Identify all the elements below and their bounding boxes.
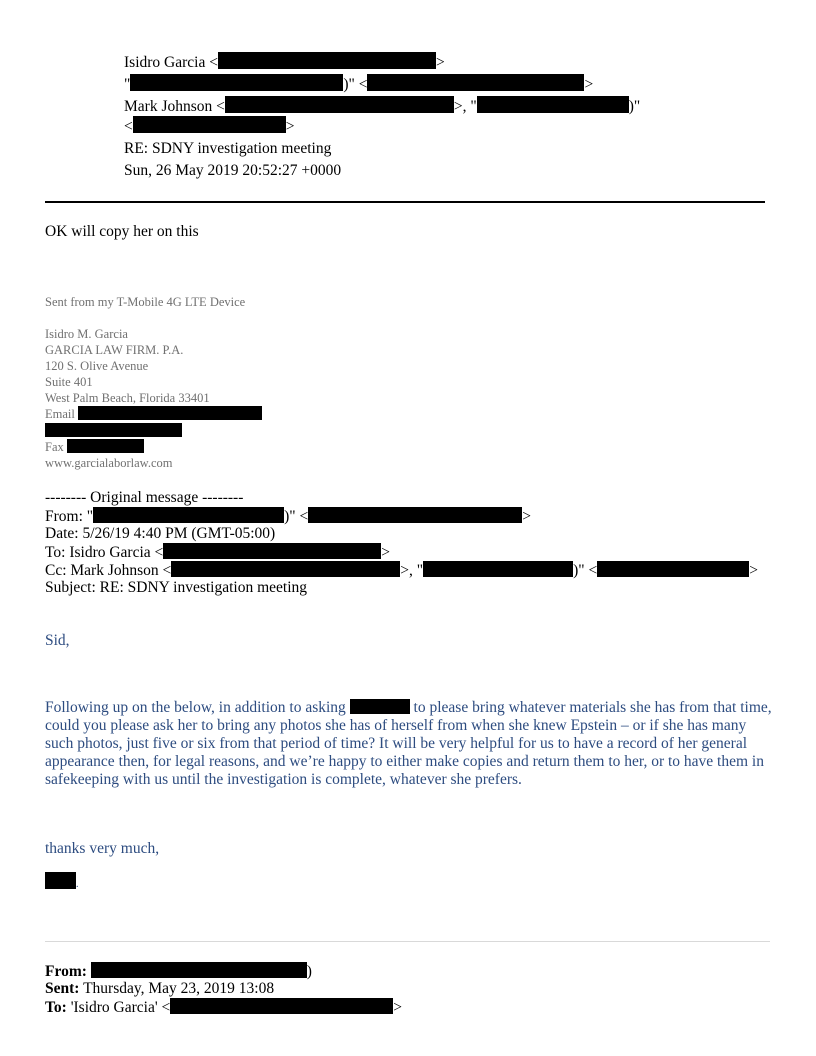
earlier-from-label: From: [45,963,87,980]
original-from: From: " )" < > [45,508,531,525]
signature-phone [45,423,182,439]
signature-suite: Suite 401 [45,375,93,389]
redaction [170,998,393,1014]
redaction [171,561,400,577]
original-to-prefix: To: Isidro Garcia < [45,544,164,561]
signoff: . [45,872,79,892]
original-to: To: Isidro Garcia < > [45,544,391,561]
earlier-to: To: 'Isidro Garcia' < > [45,999,402,1016]
greeting: Sid, [45,632,70,649]
redaction [597,561,749,577]
original-date: Date: 5/26/19 4:40 PM (GMT-05:00) [45,525,276,542]
redaction [163,543,381,559]
paragraph-start: Following up on the below, in addition to asking [45,699,346,716]
earlier-message-divider [45,941,770,942]
redaction [423,561,573,577]
earlier-from: From: ) [45,963,312,980]
header-subject-value: RE: SDNY investigation meeting [124,140,332,157]
redaction [133,116,286,133]
original-cc-prefix: Cc: Mark Johnson < [45,562,172,579]
signature-website: www.garcialaborlaw.com [45,456,173,470]
signature-email [45,406,262,422]
earlier-to-prefix: 'Isidro Garcia' < [70,999,171,1016]
signature-firm: GARCIA LAW FIRM. P.A. [45,343,184,357]
redaction [91,962,307,978]
message-paragraph [45,699,775,789]
signature-fax [45,439,144,455]
original-subject: Subject: RE: SDNY investigation meeting [45,579,308,596]
redaction [367,74,584,91]
redaction [477,96,629,113]
redaction [45,423,182,437]
redaction [130,74,343,91]
header-from-value: Isidro Garcia < > [124,54,445,71]
closing: thanks very much, [45,840,160,857]
signature-street: 120 S. Olive Avenue [45,359,149,373]
redaction [308,507,522,523]
header-date-value: Sun, 26 May 2019 20:52:27 +0000 [124,162,342,179]
redaction [225,96,454,113]
redaction [45,872,76,889]
earlier-sent-value: Thursday, May 23, 2019 13:08 [83,980,275,997]
redaction [67,439,144,453]
redaction [218,52,436,69]
paragraph-rest: to please bring whatever materials she has from that time, could you please ask her to bring any photos she has of herself from when she knew Epstein – or if she has many such photos, just five or six from that period of time? It will be very helpful for us to have a record of her general appearance then, for legal reasons, and we’re happy to either make copies and return them to her, or to have them in safekeeping with us until the investigation is complete, whatever she prefers. [45,699,772,788]
header-to-value: " )" < > [124,76,594,93]
signature-city: West Palm Beach, Florida 33401 [45,391,210,405]
redaction [350,699,410,714]
header-divider [45,201,765,203]
original-from-prefix: From: " [45,508,94,525]
header-cc-value-2: < > [124,118,295,135]
header-cc-value: Mark Johnson < >, " )" [124,98,641,115]
original-message-divider: -------- Original message -------- [45,489,244,506]
email-label: Email [45,407,75,421]
redaction [93,507,284,523]
sent-from-device: Sent from my T-Mobile 4G LTE Device [45,295,246,309]
cc-name: Mark Johnson < [124,98,225,115]
earlier-to-label: To: [45,999,67,1016]
from-name: Isidro Garcia < [124,54,218,71]
fax-label: Fax [45,440,64,454]
earlier-sent-label: Sent: [45,980,80,997]
redaction [78,406,262,420]
earlier-sent [45,980,274,998]
signature-name: Isidro M. Garcia [45,327,128,341]
reply-text: OK will copy her on this [45,223,199,240]
original-cc: Cc: Mark Johnson < >, " )" < > [45,562,758,579]
